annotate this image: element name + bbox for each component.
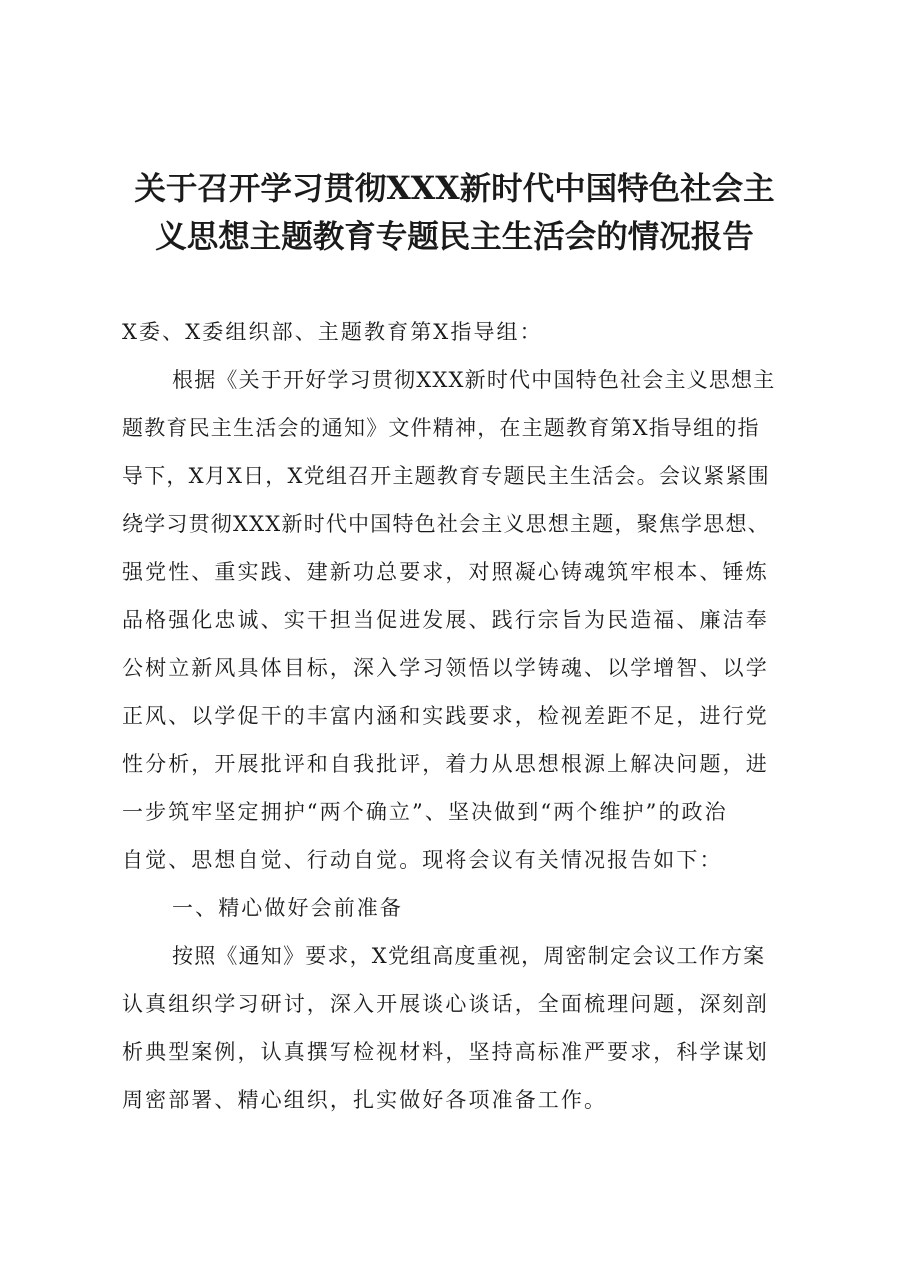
document-body (122, 308, 822, 1124)
title-line-1: 关于召开学习贯彻XXX新时代中国特色社会主 (134, 170, 775, 207)
paragraph-line: 析典型案例，认真撰写检视材料，坚持高标准严要求，科学谋划 (122, 1040, 769, 1064)
title-line-2: 义思想主题教育专题民主生活会的情况报告 (155, 218, 754, 255)
paragraph-line: 按照《通知》要求，X党组高度重视，周密制定会议工作方案 (172, 944, 766, 968)
paragraph-line: 公树立新风具体目标，深入学习领悟以学铸魂、以学增智、以学 (122, 656, 769, 680)
salutation: X委、X委组织部、主题教育第X指导组： (122, 320, 543, 344)
paragraph-line: 根据《关于开好学习贯彻XXX新时代中国特色社会主义思想主 (172, 368, 776, 392)
paragraph-line: 强党性、重实践、建新功总要求，对照凝心铸魂筑牢根本、锤炼 (122, 560, 769, 584)
paragraph-line: 导下，X月X日，X党组召开主题教育专题民主生活会。会议紧紧围 (122, 464, 770, 488)
paragraph-line: 品格强化忠诚、实干担当促进发展、践行宗旨为民造福、廉洁奉 (122, 608, 769, 632)
paragraph-line: 性分析，开展批评和自我批评，着力从思想根源上解决问题，进 (122, 752, 769, 776)
document-title (100, 165, 809, 261)
paragraph-line: 认真组织学习研讨，深入开展谈心谈话，全面梳理问题，深刻剖 (122, 992, 769, 1016)
paragraph-line: 正风、以学促干的丰富内涵和实践要求，检视差距不足，进行党 (122, 704, 769, 728)
paragraph-line: 周密部署、精心组织，扎实做好各项准备工作。 (122, 1088, 608, 1112)
section-heading: 一、精心做好会前准备 (172, 896, 403, 920)
paragraph-line: 题教育民主生活会的通知》文件精神，在主题教育第X指导组的指 (122, 416, 760, 440)
paragraph-line: 一步筑牢坚定拥护“两个确立”、坚决做到“两个维护”的政治 (122, 800, 728, 824)
paragraph-line: 绕学习贯彻XXX新时代中国特色社会主义思想主题，聚焦学思想、 (122, 512, 770, 536)
paragraph-line: 自觉、思想自觉、行动自觉。现将会议有关情况报告如下： (122, 848, 723, 872)
